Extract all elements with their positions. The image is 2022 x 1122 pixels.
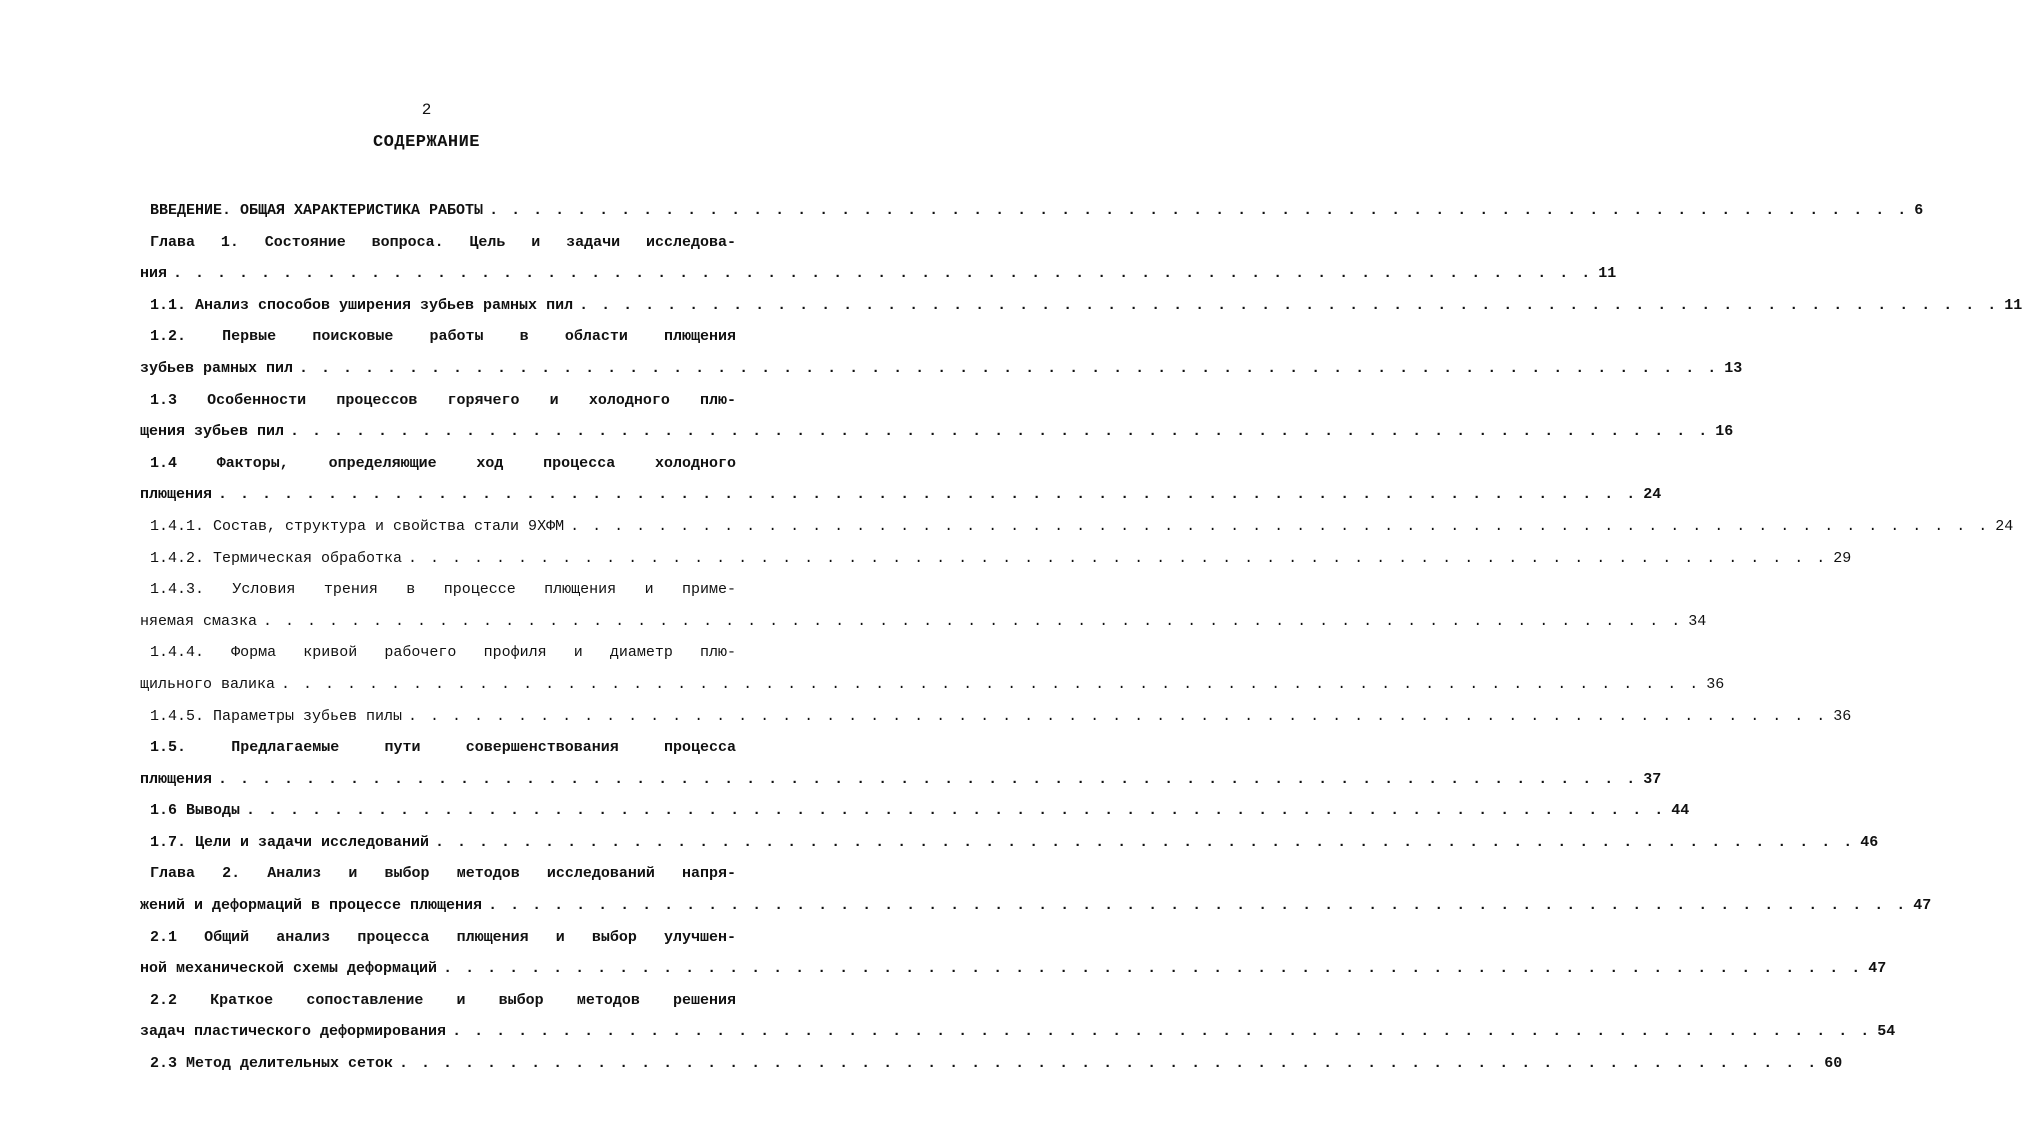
toc-page-number: 54 bbox=[1877, 1023, 1896, 1041]
toc-entry-text: 1.3 Особенности процессов горячего и холодного плю- bbox=[150, 391, 736, 409]
toc-page-number: 16 bbox=[1715, 423, 1734, 441]
page-title: СОДЕРЖАНИЕ bbox=[372, 133, 481, 152]
toc-leader-dots: . . . . . . . . . . . . . . . . . . . . . . . . . . . . . . . . . . . . . . . . . . . . . . . . . . . . . . . . . . . . . . . . . bbox=[263, 612, 1683, 630]
toc-page-number: 24 bbox=[1643, 486, 1662, 504]
toc-entry-line bbox=[140, 611, 1707, 643]
toc-entry-text: 1.4.3. Условия трения в процессе плющения и приме- bbox=[150, 581, 736, 599]
toc-leader-dots: . . . . . . . . . . . . . . . . . . . . . . . . . . . . . . . . . . . . . . . . . . . . . . . . . . . . . . . . . . . . . . . . . bbox=[408, 707, 1828, 725]
toc-leader-dots: . . . . . . . . . . . . . . . . . . . . . . . . . . . . . . . . . . . . . . . . . . . . . . . . . . . . . . . . . . . . . . . . . bbox=[173, 265, 1593, 283]
toc-entry-text: 1.7. Цели и задачи исследований bbox=[150, 833, 430, 851]
toc-page-number: 46 bbox=[1860, 833, 1879, 851]
toc-leader-dots: . . . . . . . . . . . . . . . . . . . . . . . . . . . . . . . . . . . . . . . . . . . . . . . . . . . . . . . . . . . . . . . . . bbox=[218, 486, 1638, 504]
toc-entry-line bbox=[150, 737, 736, 769]
toc-entry-line bbox=[150, 863, 736, 895]
toc-entry-line bbox=[150, 548, 1852, 580]
table-of-contents bbox=[140, 200, 2022, 1085]
toc-entry-text: Глава 1. Состояние вопроса. Цель и задачи исследова- bbox=[150, 233, 736, 251]
toc-entry-line bbox=[140, 769, 1662, 801]
toc-page-number: 37 bbox=[1643, 770, 1662, 788]
toc-entry-line bbox=[150, 579, 736, 611]
toc-page-number: 47 bbox=[1868, 960, 1887, 978]
toc-entry-line bbox=[150, 832, 1879, 864]
toc-entry-text: ной механической схемы деформаций bbox=[140, 960, 438, 978]
toc-entry-text: 1.4.1. Состав, структура и свойства стали 9ХФМ bbox=[150, 517, 565, 535]
toc-leader-dots: . . . . . . . . . . . . . . . . . . . . . . . . . . . . . . . . . . . . . . . . . . . . . . . . . . . . . . . . . . . . . . . . . bbox=[290, 423, 1710, 441]
toc-entry-line bbox=[150, 642, 736, 674]
toc-entry-text: 2.3 Метод делительных сеток bbox=[150, 1055, 394, 1073]
toc-page-number: 13 bbox=[1724, 359, 1743, 377]
toc-leader-dots: . . . . . . . . . . . . . . . . . . . . . . . . . . . . . . . . . . . . . . . . . . . . . . . . . . . . . . . . . . . . . . . . . bbox=[281, 675, 1701, 693]
toc-entry-text: 1.6 Выводы bbox=[150, 802, 241, 820]
toc-page-number: 29 bbox=[1833, 549, 1852, 567]
toc-entry-text: 1.1. Анализ способов уширения зубьев рамных пил bbox=[150, 296, 574, 314]
toc-entry-text: 1.5. Предлагаемые пути совершенствования процесса bbox=[150, 739, 736, 757]
toc-entry-text: 1.4.5. Параметры зубьев пилы bbox=[150, 707, 403, 725]
toc-leader-dots: . . . . . . . . . . . . . . . . . . . . . . . . . . . . . . . . . . . . . . . . . . . . . . . . . . . . . . . . . . . . . . . . . bbox=[579, 296, 1999, 314]
toc-page-number: 11 bbox=[2004, 296, 2022, 314]
toc-entry-line bbox=[140, 484, 1662, 516]
toc-page-number: 60 bbox=[1824, 1055, 1843, 1073]
toc-page-number: 44 bbox=[1671, 802, 1690, 820]
toc-entry-line bbox=[150, 390, 736, 422]
toc-leader-dots: . . . . . . . . . . . . . . . . . . . . . . . . . . . . . . . . . . . . . . . . . . . . . . . . . . . . . . . . . . . . . . . . . bbox=[218, 770, 1638, 788]
toc-entry-text: Глава 2. Анализ и выбор методов исследований напря- bbox=[150, 865, 736, 883]
toc-entry-text: 1.2. Первые поисковые работы в области плющения bbox=[150, 328, 736, 346]
toc-entry-line bbox=[140, 263, 1617, 295]
toc-entry-text: щения зубьев пил bbox=[140, 423, 285, 441]
toc-page-number: 36 bbox=[1833, 707, 1852, 725]
toc-entry-line bbox=[140, 1021, 1896, 1053]
toc-entry-line bbox=[140, 358, 1743, 390]
toc-entry-text: плющения bbox=[140, 486, 213, 504]
toc-entry-line bbox=[150, 800, 1690, 832]
toc-entry-text: щильного валика bbox=[140, 675, 276, 693]
toc-entry-line bbox=[150, 453, 736, 485]
toc-entry-line bbox=[150, 516, 2014, 548]
toc-entry-line bbox=[150, 200, 1924, 232]
toc-entry-text: 2.2 Краткое сопоставление и выбор методов решения bbox=[150, 991, 736, 1009]
toc-page-number: 36 bbox=[1706, 675, 1725, 693]
toc-entry-line bbox=[150, 927, 736, 959]
toc-page-number: 34 bbox=[1688, 612, 1707, 630]
toc-entry-line bbox=[150, 1053, 1843, 1085]
toc-entry-text: ния bbox=[140, 265, 168, 283]
toc-leader-dots: . . . . . . . . . . . . . . . . . . . . . . . . . . . . . . . . . . . . . . . . . . . . . . . . . . . . . . . . . . . . . . . . . bbox=[408, 549, 1828, 567]
toc-entry-text: жений и деформаций в процессе плющения bbox=[140, 897, 483, 915]
toc-entry-line bbox=[140, 674, 1725, 706]
toc-entry-text: плющения bbox=[140, 770, 213, 788]
toc-entry-text: ВВЕДЕНИЕ. ОБЩАЯ ХАРАКТЕРИСТИКА РАБОТЫ bbox=[150, 202, 484, 219]
toc-page-number: 24 bbox=[1995, 517, 2014, 535]
toc-leader-dots: . . . . . . . . . . . . . . . . . . . . . . . . . . . . . . . . . . . . . . . . . . . . . . . . . . . . . . . . . . . . . . . . . bbox=[443, 960, 1863, 978]
toc-entry-line bbox=[140, 958, 1887, 990]
toc-page-number: 11 bbox=[1598, 265, 1617, 283]
toc-entry-line bbox=[150, 990, 736, 1022]
toc-leader-dots: . . . . . . . . . . . . . . . . . . . . . . . . . . . . . . . . . . . . . . . . . . . . . . . . . . . . . . . . . . . . . . . . . bbox=[488, 897, 1908, 915]
toc-entry-text: 1.4.4. Форма кривой рабочего профиля и диаметр плю- bbox=[150, 644, 736, 662]
toc-entry-text: 1.4 Факторы, определяющие ход процесса холодного bbox=[150, 454, 736, 472]
toc-page-number: 6 bbox=[1914, 202, 1924, 219]
toc-leader-dots: . . . . . . . . . . . . . . . . . . . . . . . . . . . . . . . . . . . . . . . . . . . . . . . . . . . . . . . . . . . . . . . . . bbox=[246, 802, 1666, 820]
toc-entry-text: няемая смазка bbox=[140, 612, 258, 630]
toc-entry-line bbox=[150, 326, 736, 358]
toc-entry-line bbox=[140, 421, 1734, 453]
toc-entry-line bbox=[150, 232, 736, 264]
toc-entry-text: задач пластического деформирования bbox=[140, 1023, 447, 1041]
toc-leader-dots: . . . . . . . . . . . . . . . . . . . . . . . . . . . . . . . . . . . . . . . . . . . . . . . . . . . . . . . . . . . . . . . . . bbox=[399, 1055, 1819, 1073]
toc-entry-text: зубьев рамных пил bbox=[140, 359, 294, 377]
toc-entry-line bbox=[150, 706, 1852, 738]
toc-leader-dots: . . . . . . . . . . . . . . . . . . . . . . . . . . . . . . . . . . . . . . . . . . . . . . . . . . . . . . . . . . . . . . . . . bbox=[452, 1023, 1872, 1041]
toc-leader-dots: . . . . . . . . . . . . . . . . . . . . . . . . . . . . . . . . . . . . . . . . . . . . . . . . . . . . . . . . . . . . . . . . . bbox=[570, 517, 1990, 535]
toc-leader-dots: . . . . . . . . . . . . . . . . . . . . . . . . . . . . . . . . . . . . . . . . . . . . . . . . . . . . . . . . . . . . . . . . . bbox=[435, 833, 1855, 851]
toc-page-number: 47 bbox=[1913, 897, 1932, 915]
page-number: 2 bbox=[421, 101, 432, 119]
toc-entry-text: 1.4.2. Термическая обработка bbox=[150, 549, 403, 567]
toc-leader-dots: . . . . . . . . . . . . . . . . . . . . . . . . . . . . . . . . . . . . . . . . . . . . . . . . . . . . . . . . . . . . . . . . . bbox=[489, 202, 1909, 219]
toc-entry-text: 2.1 Общий анализ процесса плющения и выбор улучшен- bbox=[150, 928, 736, 946]
toc-entry-line bbox=[150, 295, 2022, 327]
toc-entry-line bbox=[140, 895, 1932, 927]
toc-leader-dots: . . . . . . . . . . . . . . . . . . . . . . . . . . . . . . . . . . . . . . . . . . . . . . . . . . . . . . . . . . . . . . . . . bbox=[299, 359, 1719, 377]
